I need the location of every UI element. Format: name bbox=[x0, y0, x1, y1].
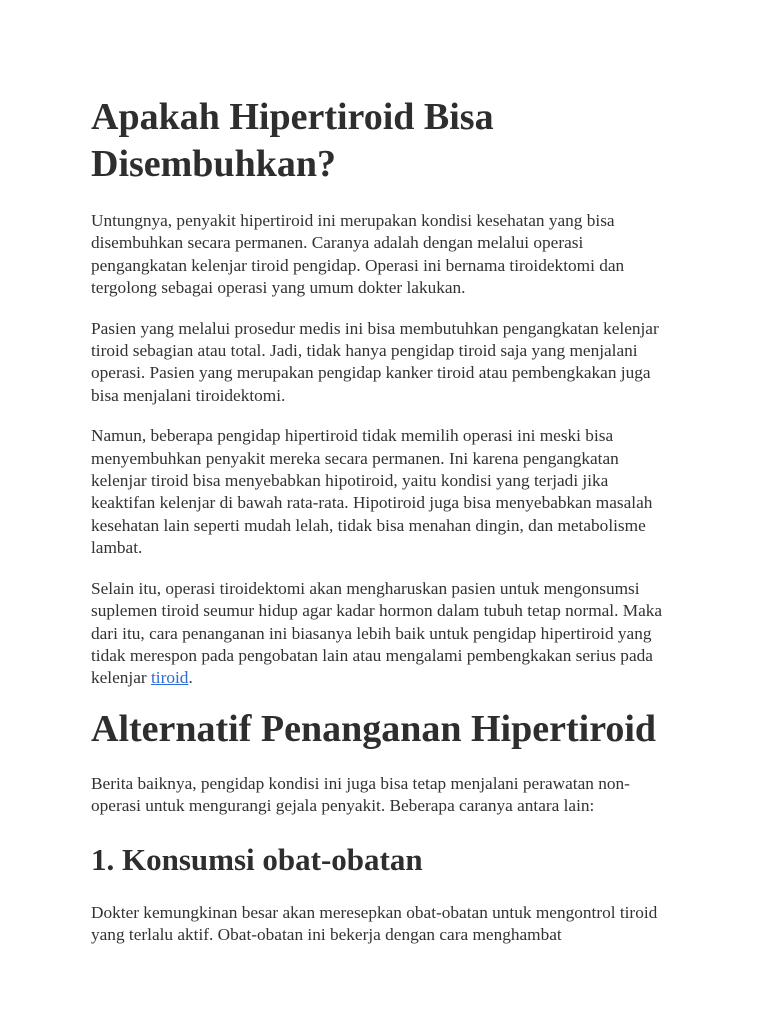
paragraph-procedure: Pasien yang melalui prosedur medis ini bisa membutuhkan pengangkatan kelenjar tiroid sebagian atau total. Jadi, tidak hanya pengidap tiroid saja yang menjalani operasi. Pasien yang merupakan pengidap kanker tiroid atau pembengkakan juga bisa menjalani tiroidektomi. bbox=[91, 318, 659, 405]
paragraph-cure: Untungnya, penyakit hipertiroid ini merupakan kondisi kesehatan yang bisa disembuhkan secara permanen. Caranya adalah dengan melalui operasi pengangkatan kelenjar tiroid pengidap. Operasi ini bernama tiroidektomi dan tergolong sebagai operasi yang umum dokter lakukan. bbox=[91, 211, 625, 298]
paragraph-alternative-intro: Berita baiknya, pengidap kondisi ini juga bisa tetap menjalani perawatan non-operasi untuk mengurangi gejala penyakit. Beberapa caranya antara lain: bbox=[91, 773, 630, 816]
section-heading-alternative: Alternatif Penanganan Hipertiroid bbox=[91, 707, 657, 750]
subheading-medication: 1. Konsumsi obat-obatan bbox=[91, 841, 423, 877]
section-heading-main: Apakah Hipertiroid Bisa Disembuhkan? bbox=[91, 96, 494, 185]
paragraph-supplement bbox=[91, 578, 676, 690]
tiroid-link[interactable]: tiroid bbox=[150, 668, 189, 688]
paragraph-supplement-text: Selain itu, operasi tiroidektomi akan mengharuskan pasien untuk mengonsumsi suplemen tiroid seumur hidup agar kadar hormon dalam tubuh tetap normal. Maka dari itu, cara penanganan ini biasanya lebih baik untuk pengidap hipertiroid yang tidak merespon pada pengobatan lain atau mengalami pembengkakan serius pada kelenjar bbox=[91, 578, 663, 688]
paragraph-supplement-end: . bbox=[188, 668, 193, 688]
paragraph-medication: Dokter kemungkinan besar akan meresepkan obat-obatan untuk mengontrol tiroid yang terlalu aktif. Obat-obatan ini bekerja dengan cara menghambat bbox=[91, 902, 658, 944]
paragraph-hypothyroid-risk: Namun, beberapa pengidap hipertiroid tidak memilih operasi ini meski bisa menyembuhkan penyakit mereka secara permanen. Ini karena pengangkatan kelenjar tiroid bisa menyebabkan hipotiroid, yaitu kondisi yang terjadi jika keaktifan kelenjar di bawah rata-rata. Hipotiroid juga bisa menyebabkan masalah kesehatan lain seperti mudah lelah, tidak bisa menahan dingin, dan metabolisme lambat. bbox=[91, 426, 653, 558]
article-body bbox=[91, 94, 676, 946]
